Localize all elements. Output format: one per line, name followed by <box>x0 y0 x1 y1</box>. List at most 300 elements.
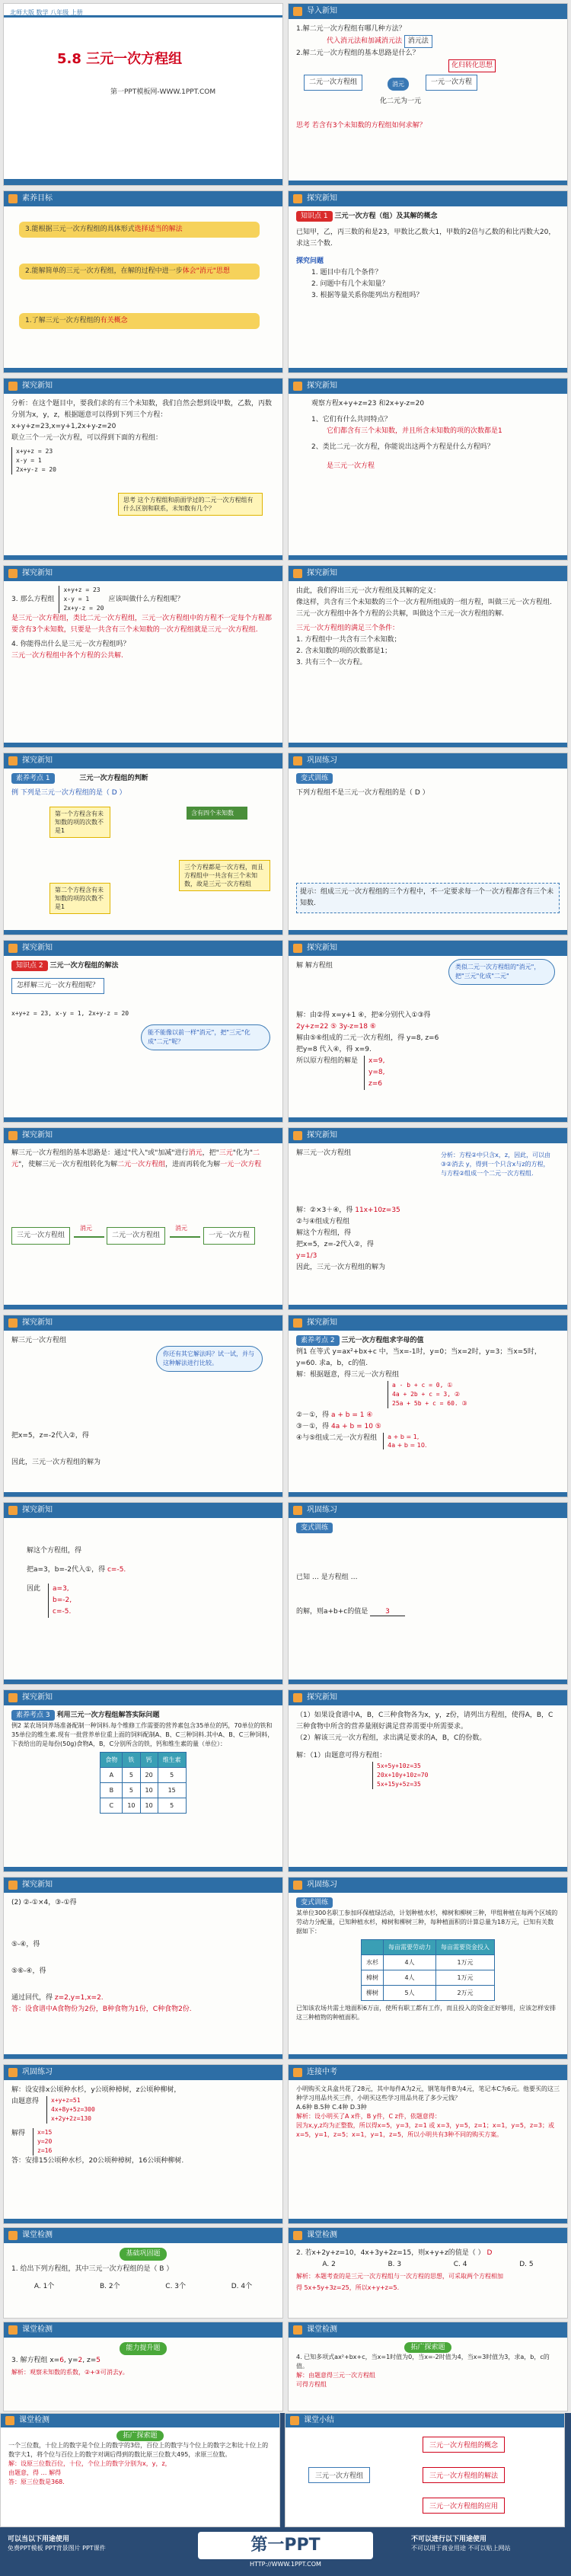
condition-1: 1. 方程组中一共含有三个未知数； <box>296 636 401 644</box>
slide-goals <box>3 190 283 373</box>
slide-header <box>4 2065 282 2080</box>
footer-col-1-title: 可以当以下用途使用 <box>8 2536 70 2543</box>
goal-2-text: 2.能解简单的三元一次方程组，在解的过程中进一步 <box>25 267 183 275</box>
table-cell: 维生素 <box>158 1753 186 1768</box>
definition-solution: 三元一次方程组中各个方程的公共解，叫做这个三元一次方程组的解. <box>296 610 504 618</box>
knowledge-tag: 知识点 2 <box>11 960 48 971</box>
slide-footer-bar <box>289 555 567 560</box>
summary-center: 三元一次方程组 <box>308 2467 370 2483</box>
solve-title: 解 解方程组 <box>296 962 333 970</box>
cover-title: 5.8 三元一次方程组 <box>57 51 183 67</box>
check-question: 3. 解方程组 <box>11 2357 48 2364</box>
flow-three: 三元一次方程组 <box>11 1227 70 1245</box>
header-icon <box>5 2416 14 2425</box>
table-cell <box>362 1940 384 1955</box>
step-5: y=1/3 <box>296 1252 317 1260</box>
slide-footer-bar <box>4 1117 282 1122</box>
check-analysis-2: 得 5x+5y+3z=25，所以x+y+z=5. <box>296 2284 400 2291</box>
solution-brace <box>364 1056 384 1090</box>
idea-text-2: ，把" <box>202 1149 219 1157</box>
table-cell: 10 <box>140 1783 158 1798</box>
step-3: 解得 <box>11 2130 26 2137</box>
thought-cloud: 能不能像以前一样"消元"，把"三元"化成"二元"呢？ <box>141 1024 270 1050</box>
goal-1-red: 有关概念 <box>100 317 128 324</box>
header-icon <box>8 2325 18 2335</box>
table-cell: 5 <box>123 1783 140 1798</box>
system-eq-2: x-y = 1 <box>16 457 42 464</box>
idea-red-2: 三元 <box>219 1149 233 1157</box>
slide-header <box>289 4 567 19</box>
table-cell: 铁 <box>123 1753 140 1768</box>
step-2: 2y+z=22 ⑤ 3y-z=18 ⑥ <box>296 1023 376 1031</box>
slide-observe <box>288 378 568 561</box>
equation-system <box>372 1762 428 1789</box>
slide-summary <box>285 2413 565 2527</box>
table-cell: A <box>100 1768 123 1783</box>
slide-footer-bar <box>4 555 282 560</box>
goal-2 <box>19 264 260 280</box>
step-3: ⑤⑥-④，得 <box>11 1967 46 1975</box>
option-item: B. 3 <box>388 2261 402 2268</box>
step-3-result: 4a + b = 10 ⑤ <box>331 1423 381 1430</box>
slide-application-3 <box>3 1877 283 2060</box>
header-icon <box>293 7 302 16</box>
table-row <box>362 1986 495 2001</box>
header-text: 连接中考 <box>307 2068 337 2076</box>
step-1: 解：根据题意，得三元一次方程组 <box>296 1371 400 1379</box>
slide-analysis <box>3 378 283 561</box>
reason-d: 三个方程都是一次方程，而且方程组中一共含有三个未知数，故是三元一次方程组 <box>179 860 270 891</box>
knowledge-title: 三元一次方程组的解法 <box>49 962 119 970</box>
slide-footer-bar <box>4 743 282 747</box>
check-answer: 答：原三位数是368. <box>8 2479 65 2485</box>
hint-3: 3. 根据等量关系你能列出方程组吗？ <box>311 292 423 299</box>
slide-header <box>289 1878 567 1893</box>
variant-question: 下列方程组不是三元一次方程组的是（ D ） <box>296 789 429 797</box>
header-icon <box>8 756 18 765</box>
table-row <box>100 1768 186 1783</box>
slide-example-solve <box>288 940 568 1123</box>
slide-header <box>289 941 567 956</box>
slide-header <box>4 379 282 394</box>
question-2: 2.解二元一次方程组的基本思路是什么？ <box>296 50 419 57</box>
header-icon <box>8 382 18 391</box>
variant-text: 某单位300名职工参加环保植绿活动，计划种植水杉，樟树和柳树三种，甲组种植在每两个区域的劳动力分配量，已知种植水杉，樟树和柳树三种，每种植面积的计算总量为18万元，已知有关数据如下： <box>296 1910 558 1935</box>
level-badge: 能力提升题 <box>120 2342 166 2355</box>
goal-3-red: 选择适当的解法 <box>134 225 183 233</box>
slide-header <box>4 566 282 581</box>
header-text: 探究新知 <box>307 382 337 390</box>
system-eq-3: 2x+y-z = 20 <box>63 605 104 612</box>
slide-header <box>4 1690 282 1705</box>
slide-solve-2 <box>288 1127 568 1310</box>
solution-y: y=8, <box>368 1069 385 1076</box>
slide-check-3: 课堂检测 能力提升题 3. 解方程组 x=6, y=2, z=5 解析：观察未知数的系数，②+③可消去y。 <box>3 2322 283 2411</box>
cover-brand: 北师大版 数学 八年级 上册 <box>10 9 83 16</box>
slide-header <box>289 2065 567 2080</box>
variant-text-3: 的解，则a+b+c的值是 <box>296 1608 368 1616</box>
step-2: ②与④组成方程组 <box>296 1218 350 1226</box>
slide-check-5: 课堂检测 拓广探索题 一个三位数，十位上的数字是个位上的数字的3倍，百位上的数字与个位上的数字之和比十位上的数字大1，将个位与百位上的数字对调后得到的数比原三位数大495，求原三位数。 解：设原三位数百位，十位，个位上的数字分别为x，y，z， 由题意，得 … 解得 答：原三位数是368. <box>0 2413 280 2527</box>
idea-text-4: "，使解三元一次方程组转化为解 <box>18 1161 118 1168</box>
header-text: 探究新知 <box>22 569 53 577</box>
planting-table <box>361 1939 495 2001</box>
step-2-result: c=-5. <box>107 1566 126 1574</box>
header-text: 课堂检测 <box>22 2325 53 2334</box>
system-eq-3: 2x+y-z = 20 <box>16 466 56 473</box>
table-cell: 10 <box>123 1798 140 1814</box>
exam-analysis-1: 解析：设小明买了A x件，B y件，C z件，依题意得： <box>296 2113 441 2120</box>
variant-badge: 变式训练 <box>296 1523 333 1533</box>
slide-footer-bar <box>4 1492 282 1497</box>
table-row <box>362 1970 495 1986</box>
slide-solve-method <box>3 940 283 1123</box>
header-icon <box>8 1506 18 1515</box>
slide-application-2 <box>288 1689 568 1872</box>
step-2: ⑤-④，得 <box>11 1941 40 1948</box>
table-cell: 2万元 <box>436 1986 495 2001</box>
level-badge: 拓广探索题 <box>404 2342 451 2353</box>
equation-system <box>46 2096 95 2124</box>
header-text: 导入新知 <box>307 7 337 15</box>
question-4: 4. 你能得出什么是三元一次方程组吗？ <box>11 641 130 648</box>
header-text: 探究新知 <box>22 1693 53 1702</box>
answer-4: 三元一次方程组中各个方程的公共解. <box>11 652 123 660</box>
observe-text: 观察方程x+y+z=23 和2x+y-z=20 <box>311 400 425 407</box>
thought-cloud: 你还有其它解法吗？试一试，并与这种解法进行比较。 <box>156 1346 263 1372</box>
slide-footer-bar <box>4 1680 282 1684</box>
step-6: 因此，三元一次方程组的解为 <box>296 1264 386 1271</box>
slide-header <box>4 191 282 206</box>
slide-header <box>289 1690 567 1705</box>
header-icon <box>293 2068 302 2077</box>
slide-system-name <box>3 565 283 748</box>
slide-footer-bar <box>4 368 282 372</box>
step-3: ③－①，得 <box>296 1423 330 1430</box>
hint-2: 2. 问题中有几个未知量？ <box>311 280 389 288</box>
step-4: ④与⑤组成二元一次方程组 <box>296 1434 378 1442</box>
table-cell: B <box>100 1783 123 1798</box>
flow-arrow-1 <box>74 1236 104 1238</box>
header-text: 巩固练习 <box>307 1881 337 1889</box>
slide-cover <box>3 3 283 186</box>
solution-x: x=15 <box>37 2129 53 2136</box>
variant-badge: 变式训练 <box>296 773 333 784</box>
option-item: B. 2个 <box>99 2283 120 2290</box>
variant-text-2: 是方程组 <box>321 1574 349 1581</box>
system-eq-2: x-y = 1 <box>63 596 90 602</box>
slide-import <box>288 3 568 186</box>
slide-footer-bar <box>289 1867 567 1871</box>
system-eq-1: 5x+5y+10z=35 <box>377 1763 421 1769</box>
header-text: 课堂检测 <box>307 2231 337 2239</box>
slide-variant-1 <box>288 753 568 935</box>
table-cell: 4人 <box>384 1970 436 1986</box>
answer-1-box: 消元法 <box>404 35 432 48</box>
header-icon <box>293 1318 302 1328</box>
header-text: 探究新知 <box>307 1131 337 1139</box>
exam-options: A.6种 B.5种 C.4种 D.3种 <box>296 2104 367 2111</box>
solution-brace <box>33 2128 52 2156</box>
equation-system: x+y+z = 23, x-y = 1, 2x+y-z = 20 <box>11 1010 129 1017</box>
flow-arrow-2 <box>170 1236 200 1238</box>
check-solve-2: 可得方程组 <box>296 2381 327 2388</box>
slide-footer-bar <box>289 2054 567 2059</box>
slide-footer-bar <box>289 930 567 935</box>
definition-system: 像这样，共含有三个未知数的三个一次方程所组成的一组方程，叫做三元一次方程组. <box>296 599 552 606</box>
variant-answer: 3 <box>370 1608 405 1616</box>
step-1: 解：设安排x公顷种水杉，y公顷种樟树，z公顷种柳树， <box>11 2086 181 2094</box>
slide-header <box>289 379 567 394</box>
header-icon <box>293 2231 302 2240</box>
solution-z: z=6 <box>368 1080 383 1088</box>
system-eq-2: 20x+10y+10z=70 <box>377 1772 429 1779</box>
slide-variant-2: 巩固练习 变式训练 已知 … 是方程组 … 的解，则a+b+c的值是 3 <box>288 1502 568 1685</box>
header-icon <box>293 944 302 953</box>
solution-y: y=20 <box>37 2138 53 2145</box>
sub-eq-1: a + b = 1, <box>388 1433 419 1440</box>
slide-footer-bar <box>289 1117 567 1122</box>
thought-cloud: 类似二元一次方程组的"消元"，把"三元"化成"二元" <box>448 959 555 985</box>
step-4: 通过回代，得 <box>11 1994 53 2002</box>
header-icon <box>293 1693 302 1702</box>
how-question: 怎样解三元一次方程组呢？ <box>11 978 104 994</box>
step-2: 由题意得 <box>11 2098 40 2105</box>
table-cell: 每亩需要劳动力 <box>384 1940 436 1955</box>
table-cell: 每亩需要资金投入 <box>436 1940 495 1955</box>
option-item: D. 5 <box>519 2261 534 2268</box>
header-text: 课堂小结 <box>304 2416 334 2424</box>
option-item: A. 1个 <box>33 2283 55 2290</box>
system-eq-1: a - b + c = 0, ① <box>392 1382 453 1389</box>
header-text: 课堂检测 <box>19 2416 49 2424</box>
system-eq-2: 4x+8y+5z=300 <box>51 2106 95 2113</box>
check-solve-3: 解得 <box>49 2469 62 2476</box>
header-icon <box>293 1881 302 1890</box>
slide-footer-bar <box>4 2219 282 2223</box>
reason-a: 第一个方程含有未知数的项的次数不是1 <box>49 807 110 838</box>
hint-title: 探究问题 <box>296 257 324 265</box>
table-cell: 20 <box>140 1768 158 1783</box>
footer-col-1-text: 免费PPT模板 PPT背景图片 PPT课件 <box>8 2545 106 2552</box>
table-header-row <box>100 1753 186 1768</box>
slide-check-4 <box>288 2322 568 2411</box>
brand-footer <box>0 2413 571 2576</box>
flow-two-var: 二元一次方程组 <box>304 75 362 91</box>
table-cell: 5人 <box>384 1986 436 2001</box>
conditions-title: 三元一次方程组的满足三个条件： <box>296 625 400 632</box>
header-text: 课堂检测 <box>307 2325 337 2334</box>
header-icon <box>293 756 302 765</box>
system-eq-3: 5x+15y+5z=35 <box>377 1781 421 1788</box>
equation-system <box>388 1381 467 1408</box>
equations-line: x+y+z=23,x=y+1,2x+y-z=20 <box>11 423 116 430</box>
header-text: 探究新知 <box>22 1131 53 1139</box>
header-text: 课堂检测 <box>22 2231 53 2239</box>
answer-x: 6 <box>59 2357 64 2364</box>
analysis-text: 分析：在这个题目中，要我们求的有三个未知数，我们自然会想到设甲数，乙数，丙数分别为x，y，z，根据题意可以得到下列三个方程： <box>11 400 273 419</box>
step-2: 把a=3，b=-2代入①，得 <box>27 1566 106 1574</box>
tip-box: 提示：组成三元一次方程组的三个方程中，不一定要求每一个一次方程都含有三个未知数. <box>296 883 560 913</box>
variant-badge: 变式训练 <box>296 1897 333 1908</box>
site-logo: 第一PPT <box>198 2532 373 2559</box>
slide-header <box>289 191 567 206</box>
header-text: 探究新知 <box>22 1881 53 1889</box>
table-cell: 水杉 <box>362 1955 384 1970</box>
header-icon <box>8 194 18 203</box>
part-1: （1）如果设食谱中A，B，C三种食物各为x，y，z份，请列出方程组，使得A，B，C三种食物中所含的营养量刚好满足营养需要中所需要求。 <box>296 1711 553 1731</box>
knowledge-tag: 知识点 1 <box>296 211 333 222</box>
table-cell: 柳树 <box>362 1986 384 2001</box>
solution-x: x=9, <box>368 1057 385 1065</box>
summary-branch-1: 三元一次方程组的概念 <box>423 2437 505 2453</box>
flow-idea: 化归转化思想 <box>448 59 496 72</box>
header-icon <box>8 944 18 953</box>
slide-header <box>4 753 282 769</box>
step-3: 解由⑤⑥组成的二元一次方程组，得 y=8, z=6 <box>296 1034 439 1042</box>
slide-footer-bar <box>289 2219 567 2223</box>
answer-text: 答：设食谱中A食物份为2份，B种食物为1份，C种食物2份. <box>11 2006 192 2013</box>
variant-question: 已知该农场共需土地面积6万亩，使所有职工都有工作，而且投入的资金正好够用，应该怎样安排这三种植物的种植面积。 <box>296 2005 557 2021</box>
problem-text: 已知甲，乙，丙三数的和是23，甲数比乙数大1，甲数的2倍与乙数的和比丙数大20，求这三个数. <box>296 229 556 248</box>
system-eq-3: x+2y+2z=130 <box>51 2115 91 2122</box>
check-question: 1. 给出下列方程组，其中三元一次方程组的是（ B ） <box>11 2265 174 2273</box>
table-cell: 钙 <box>140 1753 158 1768</box>
nutrition-table <box>100 1752 186 1814</box>
level-badge: 拓广探索题 <box>116 2431 163 2441</box>
step-1: (2) ②-①×4，③-①得 <box>11 1899 77 1906</box>
footer-col-2 <box>411 2535 511 2553</box>
question-3-tail: 应该叫做什么方程组呢？ <box>108 595 184 603</box>
table-row <box>100 1783 186 1798</box>
slide-letter-values <box>288 1315 568 1497</box>
header-icon <box>8 2231 18 2240</box>
answer-y: 2 <box>78 2357 83 2364</box>
table-cell: 15 <box>158 1783 186 1798</box>
table-cell: 1万元 <box>436 1970 495 1986</box>
sub-eq-2: 4a + b = 10. <box>388 1442 427 1449</box>
flow-arrow-label-2: 消元 <box>175 1225 187 1232</box>
slide-footer-bar <box>289 1680 567 1684</box>
header-icon <box>8 2068 18 2077</box>
step-2: ②－①，得 <box>296 1411 330 1419</box>
slide-header <box>289 1315 567 1331</box>
point-title: 三元一次方程组求字母的值 <box>341 1337 424 1344</box>
slide-header <box>289 1128 567 1143</box>
idea-text-3: "化为" <box>232 1149 254 1157</box>
header-icon <box>8 1318 18 1328</box>
solve-title: 解三元一次方程组 <box>11 1337 67 1344</box>
think-note: 思考 这个方程组和前面学过的二元一次方程组有什么区别和联系，未知数有几个？ <box>118 493 263 516</box>
header-icon <box>8 569 18 578</box>
example-text: 例1 在等式 y=ax²+bx+c 中，当x=-1时，y=0；当x=2时，y=3；当x=5时，y=60. 求a，b，c的值. <box>296 1348 541 1367</box>
step-1: 把x=5，z=-2代入②，得 <box>11 1432 89 1440</box>
idea-red-1: 消元 <box>188 1149 203 1157</box>
check-solve-1: 解：设原三位数百位，十位，个位上的数字分别为x，y，z， <box>8 2460 171 2467</box>
level-badge: 基础巩固题 <box>120 2248 166 2261</box>
slide-judge <box>3 753 283 935</box>
slide-header <box>289 2322 567 2338</box>
table-cell: 樟树 <box>362 1970 384 1986</box>
step-4-result: z=2,y=1,x=2. <box>54 1994 104 2002</box>
option-item: C. 4 <box>453 2261 467 2268</box>
idea-red-4: 二元一次方程组 <box>117 1161 166 1168</box>
system-eq-1: x+y+z = 23 <box>63 586 100 593</box>
option-item: C. 3个 <box>165 2283 187 2290</box>
site-url[interactable]: HTTP://WWW.1PPT.COM <box>250 2561 321 2568</box>
slide-check-2 <box>288 2227 568 2319</box>
header-icon <box>293 2325 302 2335</box>
header-icon <box>293 569 302 578</box>
header-text: 探究新知 <box>307 1318 337 1327</box>
summary-branch-2: 三元一次方程组的解法 <box>423 2467 505 2483</box>
system-eq-1: x+y+z=51 <box>51 2097 81 2104</box>
table-cell: 5 <box>123 1768 140 1783</box>
slide-footer-bar <box>289 1492 567 1497</box>
table-cell: 5 <box>158 1798 186 1814</box>
table-row <box>100 1798 186 1814</box>
question-2: 2、类比二元一次方程，你能说出这两个方程是什么方程吗？ <box>311 443 494 451</box>
slide-header <box>4 1878 282 1893</box>
table-cell: C <box>100 1798 123 1814</box>
sub-system <box>383 1433 426 1449</box>
system-eq-2: 4a + 2b + c = 3, ② <box>392 1391 461 1398</box>
goal-3-text: 3.能根据三元一次方程组的具体形式 <box>25 225 135 233</box>
check-analysis-1: 解析：观察未知数的系数，②+③可消去y。 <box>11 2369 129 2376</box>
knowledge-title: 三元一次方程（组）及其解的概念 <box>334 213 438 220</box>
header-icon <box>293 1131 302 1140</box>
slide-header <box>4 2322 282 2338</box>
slide-basic-idea <box>3 1127 283 1310</box>
step-1: 解：由②得 x=y+1 ④，把④分别代入①③得 <box>296 1012 431 1019</box>
flow-arrow-label-1: 消元 <box>80 1225 92 1232</box>
solution-z: z=16 <box>37 2147 53 2154</box>
goal-1 <box>19 313 260 329</box>
check-question: 一个三位数，十位上的数字是个位上的数字的3倍，百位上的数字与个位上的数字之和比十位上的数字大1，将个位与百位上的数字对调后得到的数比原三位数大495，求原三位数。 <box>8 2442 269 2458</box>
header-text: 巩固练习 <box>307 1506 337 1514</box>
answer-z: 5 <box>96 2357 100 2364</box>
header-text: 探究新知 <box>307 194 337 203</box>
solve-title: 解三元一次方程组 <box>296 1149 352 1157</box>
reason-c: 第二个方程含有未知数的项的次数不是1 <box>49 883 110 914</box>
slide-footer-bar <box>4 2054 282 2059</box>
header-icon <box>8 1693 18 1702</box>
solve-intro: 解：（1）由题意可得方程组： <box>296 1752 387 1759</box>
header-text: 探究新知 <box>22 1318 53 1327</box>
slide-variant-3 <box>288 1877 568 2060</box>
step-1: 解：②×3＋④，得 <box>296 1207 353 1214</box>
header-text: 巩固练习 <box>307 756 337 765</box>
check-question: 2. 若x+2y+z=10，4x+3y+2z=15，则x+y+z的值是（ ） <box>296 2249 485 2257</box>
header-text: 探究新知 <box>22 1506 53 1514</box>
table-cell: 1万元 <box>436 1955 495 1970</box>
footer-col-2-title: 不可以进行以下用途使用 <box>411 2536 487 2543</box>
header-text: 巩固练习 <box>22 2068 53 2076</box>
variant-text-1: 已知 <box>296 1574 311 1581</box>
step-2-result: a + b = 1 ④ <box>331 1411 373 1419</box>
flow-eliminate: 消元 <box>388 78 409 91</box>
header-icon <box>8 1881 18 1890</box>
point-title: 三元一次方程组的判断 <box>79 775 148 782</box>
equation-system <box>59 586 104 613</box>
flow-one-var: 一元一次方程 <box>426 75 477 91</box>
system-eq-3: 25a + 5b + c = 60. ③ <box>392 1400 467 1407</box>
check-question: 4. 已知多项式ax²+bx+c，当x=1时值为0，当x=-2时值为4，当x=3时值为3，求a，b，c的值。 <box>296 2354 550 2370</box>
reason-b: 含有四个未知数 <box>187 807 247 820</box>
slide-footer-bar <box>289 743 567 747</box>
slide-header <box>1 2414 279 2427</box>
cover-bottombar <box>4 179 282 185</box>
